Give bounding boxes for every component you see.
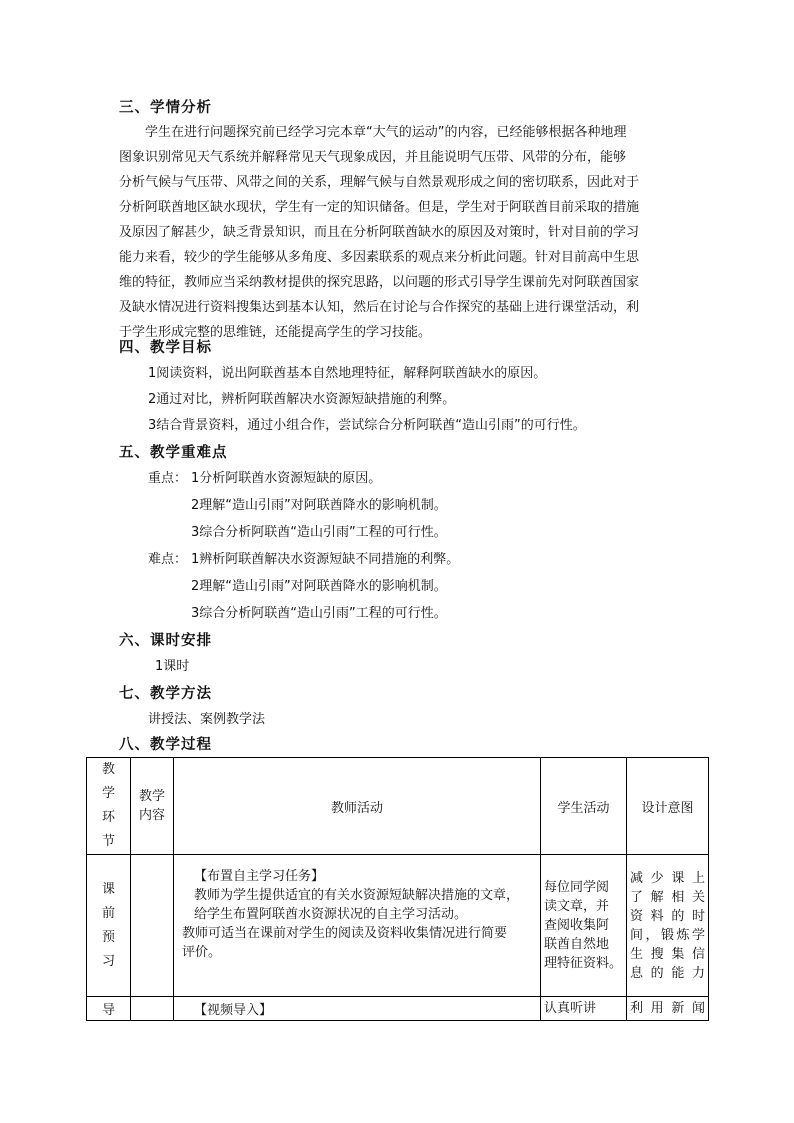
difficult-point-item: 2理解“造山引雨”对阿联酋降水的影响机制。 — [191, 579, 447, 594]
objective-item: 3结合背景资料，通过小组合作，尝试综合分析阿联酋“造山引雨”的可行性。 — [148, 418, 586, 433]
section-heading-6: 六、课时安排 — [119, 633, 212, 649]
section-heading-5: 五、教学重难点 — [119, 445, 228, 461]
key-point-item: 1分析阿联酋水资源短缺的原因。 — [191, 471, 382, 486]
stage-cell: 导 — [87, 997, 131, 1021]
table-row — [87, 855, 709, 997]
section-heading-7: 七、教学方法 — [119, 686, 212, 702]
teaching-process-table — [86, 757, 709, 1021]
objective-item: 1阅读资料，说出阿联酋基本自然地理特征，解释阿联酋缺水的原因。 — [148, 366, 547, 381]
student-activity-cell: 每位同学阅 读文章，并 查阅收集阿 联酋自然地 理特征资料。 — [541, 855, 627, 997]
stage-cell: 课 前 预 习 — [87, 855, 131, 997]
key-points-label: 重点： — [148, 471, 188, 486]
content-cell — [131, 855, 174, 997]
teacher-activity-cell: 【视频导入】 — [174, 997, 541, 1021]
difficult-point-item: 1辨析阿联酋解决水资源短缺不同措施的利弊。 — [191, 552, 460, 567]
paragraph-line: 分析气候与气压带、风带之间的关系，理解气候与自然景观形成之间的密切联系，因此对于 — [119, 175, 640, 190]
key-point-item: 3综合分析阿联酋“造山引雨”工程的可行性。 — [191, 525, 447, 540]
header-content: 教学 内容 — [131, 758, 174, 855]
paragraph-line: 学生在进行问题探究前已经学习完本章“大气的运动”的内容，已经能够根据各种地理 — [145, 125, 627, 140]
paragraph-line: 于学生形成完整的思维链，还能提高学生的学习技能。 — [119, 325, 432, 340]
design-intent-cell: 减少课上 了解相关 资料的时 间，锻炼学 生搜集信 息的能力 — [627, 855, 709, 997]
teacher-activity-cell: 【布置自主学习任务】 教师为学生提供适宜的有关水资源短缺解决措施的文章， 给学生布置阿联酋水资源状况的自主学习活动。 教师可适当在课前对学生的阅读及资料收集情况进行简要 评价。 — [174, 855, 541, 997]
paragraph-line: 分析阿联酋地区缺水现状，学生有一定的知识储备。但是，学生对于阿联酋目前采取的措施 — [119, 200, 640, 215]
difficult-point-item: 3综合分析阿联酋“造山引雨”工程的可行性。 — [191, 606, 447, 621]
design-intent-cell: 利用新闻 — [627, 997, 709, 1021]
paragraph-line: 图象识别常见天气系统并解释常见天气现象成因，并且能说明气压带、风带的分布，能够 — [119, 150, 627, 165]
class-hours: 1课时 — [155, 659, 190, 674]
header-student-activity: 学生活动 — [541, 758, 627, 855]
header-design-intent: 设计意图 — [627, 758, 709, 855]
section-heading-8: 八、教学过程 — [119, 737, 212, 753]
key-point-item: 2理解“造山引雨”对阿联酋降水的影响机制。 — [191, 498, 447, 513]
section-heading-3: 三、学情分析 — [119, 100, 212, 116]
content-cell — [131, 997, 174, 1021]
difficult-points-label: 难点： — [148, 552, 188, 567]
paragraph-line: 能力来看，较少的学生能够从多角度、多因素联系的观点来分析此问题。针对目前高中生思 — [119, 250, 640, 265]
paragraph-line: 及缺水情况进行资料搜集达到基本认知，然后在讨论与合作探究的基础上进行课堂活动，利 — [119, 300, 640, 315]
teaching-methods: 讲授法、案例教学法 — [148, 712, 266, 727]
section-3-paragraph — [119, 120, 677, 345]
header-teacher-activity: 教师活动 — [174, 758, 541, 855]
table-row — [87, 997, 709, 1021]
paragraph-line: 维的特征，教师应当采纳教材提供的探究思路，以问题的形式引导学生课前先对阿联酋国家 — [119, 275, 640, 290]
table-header-row — [87, 758, 709, 855]
section-heading-4: 四、教学目标 — [119, 340, 212, 356]
objective-item: 2通过对比，辨析阿联酋解决水资源短缺措施的利弊。 — [148, 392, 456, 407]
student-activity-cell: 认真听讲 — [541, 997, 627, 1021]
paragraph-line: 及原因了解甚少，缺乏背景知识，而且在分析阿联酋缺水的原因及对策时，针对目前的学习 — [119, 225, 640, 240]
header-stage: 教 学 环 节 — [87, 758, 131, 855]
